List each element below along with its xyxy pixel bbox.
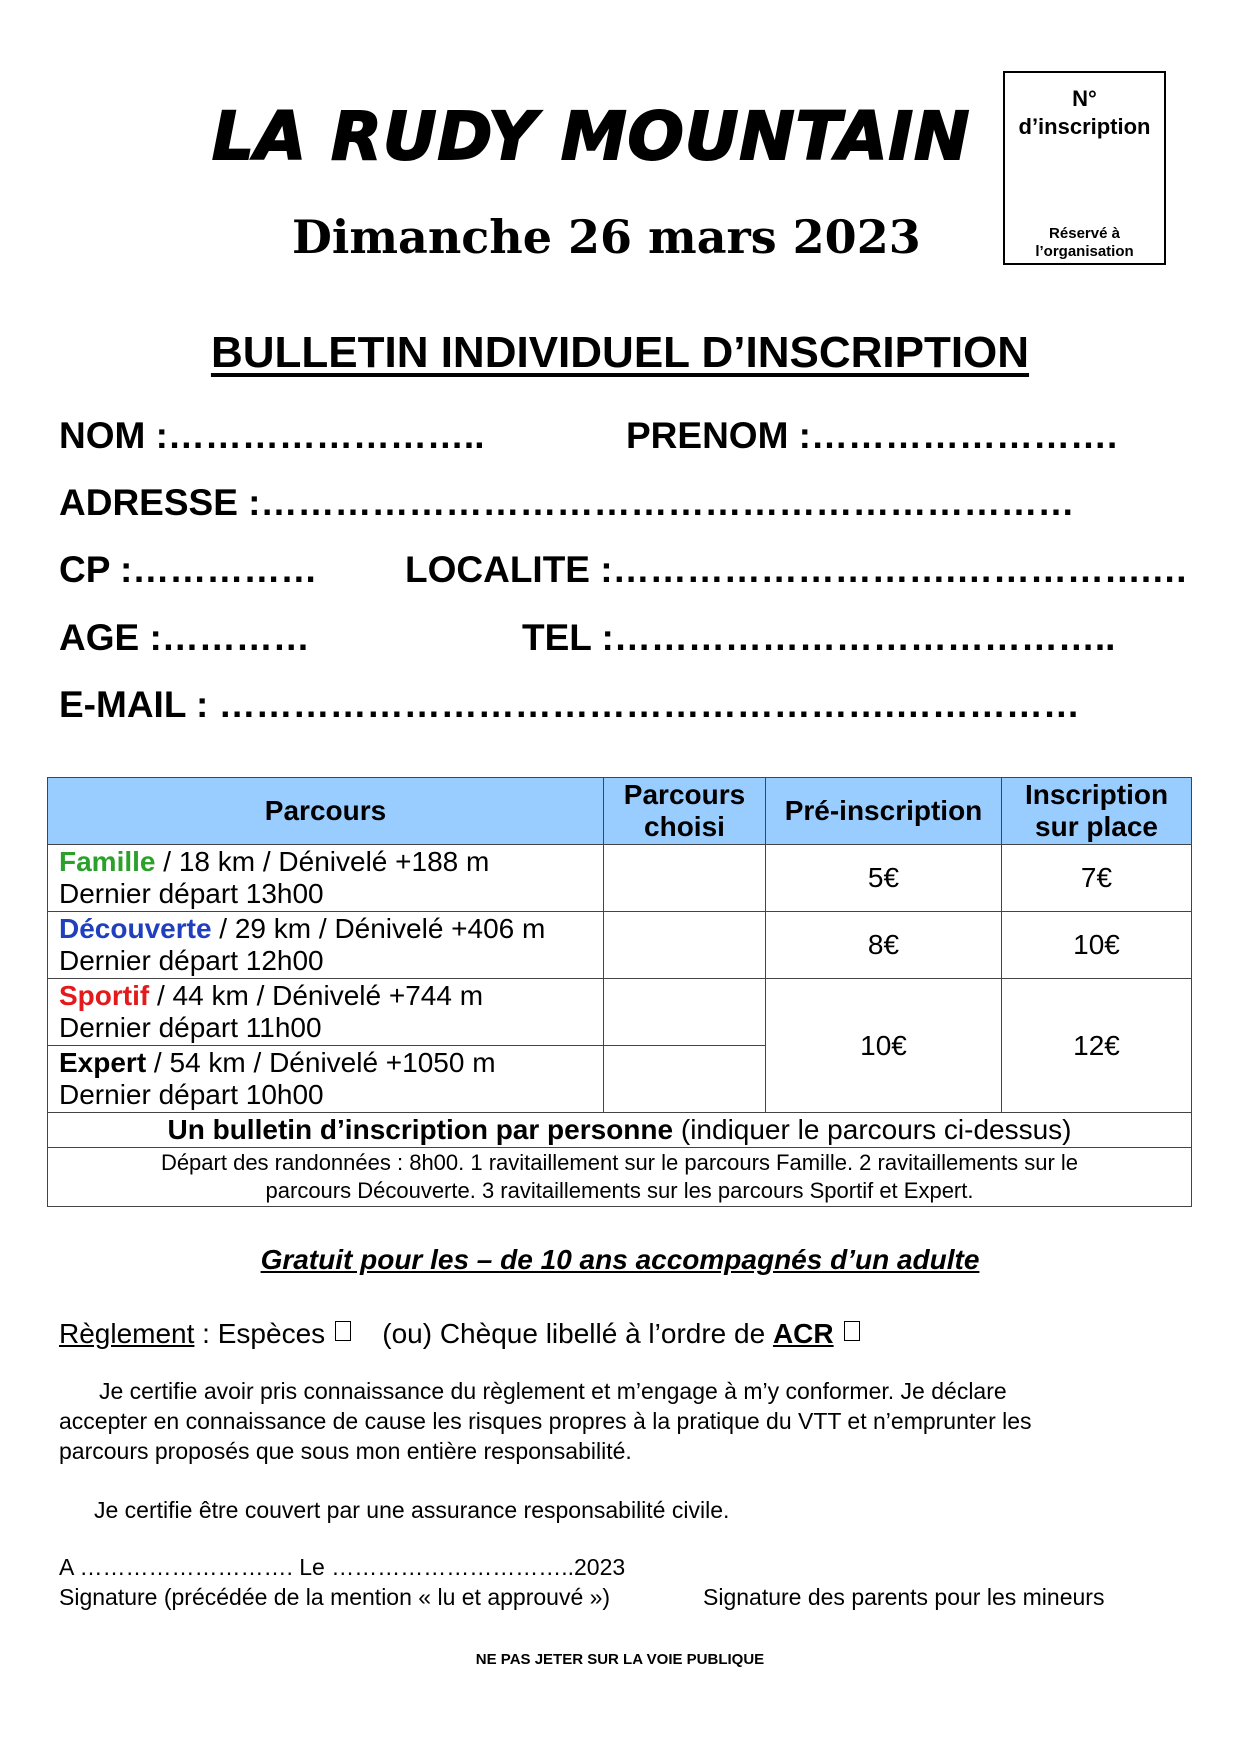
- route-choice-cell[interactable]: [604, 912, 766, 979]
- tel-field[interactable]: TEL :…………………………………..: [522, 617, 1116, 658]
- cheque-checkbox[interactable]: [844, 1321, 860, 1341]
- route-decouverte: Découverte / 29 km / Dénivelé +406 m Dernier départ 12h00: [48, 912, 604, 979]
- route-departure: Dernier départ 12h00: [59, 945, 324, 976]
- footer-note: NE PAS JETER SUR LA VOIE PUBLIQUE: [475, 1651, 765, 1668]
- route-choice-cell[interactable]: [604, 1046, 766, 1113]
- event-title: LA RUDY MOUNTAIN: [212, 98, 971, 175]
- table-row: [48, 979, 1192, 1046]
- age-field[interactable]: AGE :…………: [59, 617, 310, 658]
- route-departure: Dernier départ 10h00: [59, 1079, 324, 1110]
- price-preregistration: 5€: [766, 845, 1002, 912]
- reserved-label: Réservé à: [1049, 225, 1120, 242]
- header-onsite: Inscription sur place: [1002, 778, 1192, 845]
- nom-field[interactable]: NOM :……………………..: [59, 415, 485, 456]
- adresse-field[interactable]: ADRESSE :…………………………………………………………: [59, 482, 1075, 523]
- route-famille: Famille / 18 km / Dénivelé +188 m Dernier départ 13h00: [48, 845, 604, 912]
- route-choice-cell[interactable]: [604, 979, 766, 1046]
- route-sportif: Sportif / 44 km / Dénivelé +744 m Dernier départ 11h00: [48, 979, 604, 1046]
- header-chosen: Parcours choisi: [604, 778, 766, 845]
- price-onsite: 12€: [1002, 979, 1192, 1113]
- route-name: Famille: [59, 846, 156, 877]
- route-departure: Dernier départ 11h00: [59, 1012, 322, 1043]
- departure-info: Départ des randonnées : 8h00. 1 ravitaillement sur le parcours Famille. 2 ravitaillements sur le parcours Découverte. 3 ravitaillements sur les parcours Sportif et Expert.: [48, 1148, 1192, 1207]
- table-note-row: [48, 1113, 1192, 1148]
- form-title: BULLETIN INDIVIDUEL D’INSCRIPTION: [210, 328, 1030, 377]
- table-info-row: [48, 1148, 1192, 1207]
- routes-table: [47, 777, 1192, 1207]
- signature-label: Signature (précédée de la mention « lu et approuvé »): [59, 1584, 611, 1610]
- reserved-label-2: l’organisation: [1035, 243, 1134, 260]
- place-date-field[interactable]: A ………………………. Le …………………………..2023: [59, 1554, 626, 1580]
- registration-number-box: [1003, 71, 1166, 265]
- route-name: Découverte: [59, 913, 212, 944]
- payee-name: ACR: [772, 1318, 834, 1349]
- route-choice-cell[interactable]: [604, 845, 766, 912]
- route-name: Sportif: [59, 980, 150, 1011]
- price-onsite: 7€: [1002, 845, 1192, 912]
- cp-field[interactable]: CP :……………: [59, 549, 318, 590]
- route-expert: Expert / 54 km / Dénivelé +1050 m Dernier départ 10h00: [48, 1046, 604, 1113]
- price-preregistration: 8€: [766, 912, 1002, 979]
- table-header-row: [48, 778, 1192, 845]
- localite-field[interactable]: LOCALITE :……………………….…………….…: [405, 549, 1189, 590]
- payment-label: Règlement: [59, 1318, 195, 1349]
- registration-number-label: N°: [1072, 86, 1097, 111]
- registration-number-label-2: d’inscription: [1018, 114, 1151, 139]
- cheque-label: (ou) Chèque libellé à l’ordre de: [382, 1318, 773, 1349]
- certification-paragraph: Je certifie avoir pris connaissance du règlement et m’engage à m’y conformer. Je déclare accepter en connaissance de cause les risques propres à la pratique du VTT et n’emprunter les parcours proposés que sous mon entière responsabilité.: [59, 1378, 1032, 1464]
- parents-signature-label: Signature des parents pour les mineurs: [703, 1584, 1105, 1610]
- free-for-children-note: Gratuit pour les – de 10 ans accompagnés d’un adulte: [260, 1244, 980, 1275]
- prenom-field[interactable]: PRENOM :…………………….: [626, 415, 1118, 456]
- header-preregistration: Pré-inscription: [766, 778, 1002, 845]
- header-route: Parcours: [48, 778, 604, 845]
- table-row: [48, 912, 1192, 979]
- email-field[interactable]: E-MAIL : ……………………………………………….……………: [59, 684, 1080, 725]
- payment-line: Règlement : Espèces (ou) Chèque libellé à l’ordre de ACR: [59, 1318, 860, 1350]
- price-onsite: 10€: [1002, 912, 1192, 979]
- route-name: Expert: [59, 1047, 147, 1078]
- route-departure: Dernier départ 13h00: [59, 878, 324, 909]
- insurance-statement: Je certifie être couvert par une assurance responsabilité civile.: [94, 1497, 730, 1523]
- event-date: Dimanche 26 mars 2023: [292, 210, 921, 264]
- table-row: [48, 845, 1192, 912]
- one-form-per-person-note: Un bulletin d’inscription par personne (indiquer le parcours ci-dessus): [48, 1113, 1192, 1148]
- cash-checkbox[interactable]: [335, 1321, 351, 1341]
- price-preregistration: 10€: [766, 979, 1002, 1113]
